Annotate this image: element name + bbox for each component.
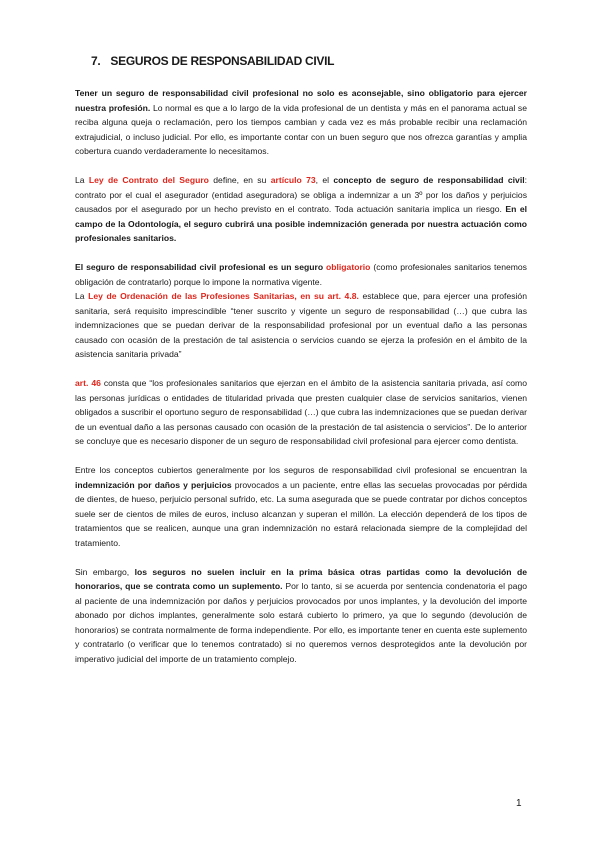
text: define, en su	[208, 175, 271, 185]
paragraph-fees	[75, 565, 527, 667]
text: establece que, para ejercer una profesión sanitaria, será requisito imprescindible “tener suscrito y vigente un seguro de responsabilidad (…) que cubra las indemnizaciones que se puedan derivar de la responsabilidad profesional por un eventual daño a las personas causado con ocasión de la prestación de tal asistencia o servicios cuando se ejerza la profesión en el ámbito de la asistencia sanitaria privada”	[75, 291, 527, 359]
mandatory-keyword: obligatorio	[326, 262, 371, 272]
section-title: SEGUROS DE RESPONSABILIDAD CIVIL	[110, 54, 335, 68]
paragraph-mandatory	[75, 260, 527, 289]
text: , el	[315, 175, 334, 185]
text: consta que “los profesionales sanitarios que ejerzan en el ámbito de la asistencia sanitaria privada, así como las personas jurídicas o entidades de titularidad privada que presten cualquier clase de servicios sanitarios, vienen obligados a suscribir el oportuno seguro de responsabilidad (…) que cubra las indemnizaciones que se puedan derivar de un eventual daño a las personas causado con ocasión de la prestación de tal asistencia o servicios”. De lo anterior se concluye que es necesario disponer de un seguro de responsabilidad civil profesional para ejercer como dentista.	[75, 378, 527, 446]
paragraph-definition	[75, 173, 527, 246]
paragraph-art46	[75, 376, 527, 449]
text: Entre los conceptos cubiertos generalmente por los seguros de responsabilidad civil profesional se encuentran la	[75, 465, 527, 475]
document-body	[75, 86, 527, 681]
text: La	[75, 175, 89, 185]
paragraph-intro	[75, 86, 527, 159]
text: Sin embargo,	[75, 566, 135, 577]
text: : contrato por el cual el asegurador (entidad aseguradora) se obliga a indemnizar a un 3º por los daños y perjuicios causados por el asegurado por un hecho previsto en el contrato. Toda actuación sanitaria implica un riesgo.	[75, 175, 527, 214]
section-heading	[91, 54, 334, 68]
page-number: 1	[516, 798, 522, 809]
intro-bold: Tener un seguro de responsabilidad civil profesional no solo es aconsejable, sino obligatorio para ejercer nuestra profesión.	[75, 88, 527, 113]
art-46-reference: art. 46	[75, 378, 101, 388]
article-73-reference: artículo 73	[270, 175, 316, 185]
text: (como profesionales sanitarios tenemos obligación de contratarlo) porque lo impone la normativa vigente.	[75, 262, 527, 287]
odontology-bold: En el campo de la Odontología, el seguro cubrirá una posible indemnización generada por nuestra actuación como profesionales sanitarios.	[75, 204, 527, 243]
coverage-bold: indemnización por daños y perjuicios	[75, 479, 232, 490]
law-ordenacion-reference: Ley de Ordenación de las Profesiones Sanitarias, en su art. 4.8.	[88, 291, 359, 301]
law-contrato-seguro-link: Ley de Contrato del Seguro	[88, 175, 209, 185]
fees-bold: los seguros no suelen incluir en la prima básica otras partidas como la devolución de honorarios, que se contrata como un suplemento.	[75, 566, 527, 591]
text: Por lo tanto, si se acuerda por sentencia condenatoria el pago al paciente de una indemnización por daños y perjuicios provocados por unos implantes, y la devolución del importe abonado por dichos implantes, generalmente solo estará cubierto lo primero, ya que lo segundo (devolución de honorarios) se contrata normalmente de forma independiente. Por ello, es importante tener en cuenta este suplemento y contratarlo (o verificar que lo tenemos contratado) si no queremos vernos desprotegidos ante la devolución por imperativo judicial del importe de un tratamiento complejo.	[75, 581, 528, 664]
mandatory-bold: El seguro de responsabilidad civil profesional es un seguro	[75, 262, 324, 272]
paragraph-coverage	[75, 463, 527, 550]
text: La	[75, 291, 89, 301]
section-number: 7.	[91, 54, 101, 68]
paragraph-ordenacion	[75, 289, 527, 362]
intro-text: Lo normal es que a lo largo de la vida profesional de un dentista y más en el panorama actual se reciba alguna queja o reclamación, pero los tiempos cambian y cada vez es más probable recibir una reclamación extrajudicial, o incluso judicial. Por ello, es importante contar con un buen seguro que nos ofrezca garantías y amplia cobertura cuando verdaderamente lo necesitamos.	[75, 102, 528, 156]
text: provocados a un paciente, entre ellas las secuelas provocadas por pérdida de dientes, de hueso, perjuicio personal sufrido, etc. La suma asegurada que se puede contratar por dichos conceptos suele ser de cientos de miles de euros, incluso alcanzan y superan el millón. La elección dependerá de los tipos de tratamientos que se realicen, aunque una gran indemnización no estará relacionada siempre de la complejidad del tratamiento.	[75, 479, 528, 548]
concept-bold: concepto de seguro de responsabilidad civil	[333, 175, 525, 185]
